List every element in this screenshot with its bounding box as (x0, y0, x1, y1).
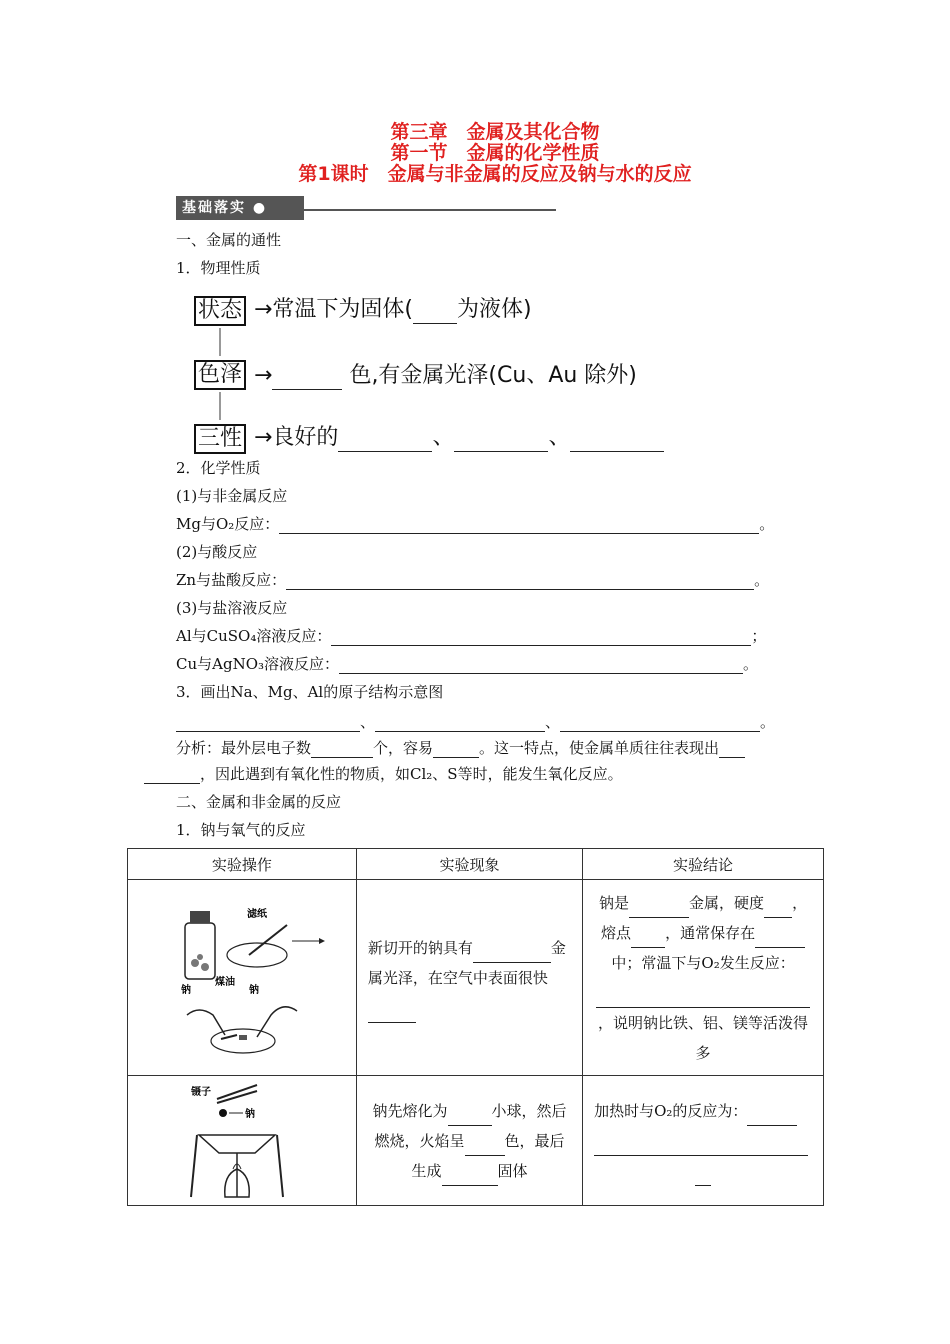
chapter-title: 第三章 金属及其化合物 (390, 121, 600, 143)
three-properties-box: 三性 (194, 424, 246, 454)
item-acid: (2)与酸反应 (176, 543, 258, 561)
phenomenon-cell: 新切开的钠具有 金属光泽，在空气中表面很快 (356, 880, 582, 1076)
state-text: →常温下为固体( 为液体) (254, 297, 532, 322)
label-tweezers: 镊子 (190, 1086, 211, 1098)
answer-blank[interactable] (473, 948, 551, 963)
answer-blank[interactable] (755, 933, 805, 948)
subheading-chemical: 2．化学性质 (176, 459, 261, 477)
answer-blank[interactable] (448, 1111, 492, 1126)
section-banner (176, 196, 558, 222)
answer-blank[interactable] (631, 933, 665, 948)
answer-blank[interactable] (433, 743, 479, 758)
answer-blank[interactable] (279, 519, 759, 534)
analysis-line-2: ，因此遇到有氧化性的物质，如Cl₂、S等时，能发生氧化反应。 (144, 764, 623, 784)
answer-blank[interactable] (331, 631, 751, 646)
answer-blank[interactable] (442, 1171, 498, 1186)
subheading-atomic-structure: 3．画出Na、Mg、Al的原子结构示意图 (176, 683, 444, 701)
analysis-line-1: 分析：最外层电子数 个，容易 。这一特点，使金属单质往往表现出 (176, 738, 745, 758)
answer-blank[interactable] (375, 717, 545, 732)
answer-blank[interactable] (560, 717, 760, 732)
subheading-na-o2: 1．钠与氧气的反应 (176, 821, 306, 839)
banner-label: 基础落实 ● (176, 196, 304, 220)
title-block (0, 122, 950, 185)
connector-line (219, 392, 221, 420)
conclusion-cell: 钠是 金属，硬度 ，熔点 ，通常保存在中；常温下与O₂发生反应： ，说明钠比铁、铝、镁等活泼得多 (583, 880, 824, 1076)
subheading-physical: 1．物理性质 (176, 259, 261, 277)
connector-line (219, 328, 221, 356)
state-box: 状态 (194, 296, 246, 326)
heading-general-properties: 一、金属的通性 (176, 231, 282, 249)
mg-o2-line: Mg与O₂反应： 。 (176, 515, 775, 533)
physical-properties-diagram (192, 290, 672, 460)
answer-blank[interactable] (695, 1171, 711, 1186)
na-burning-illustration (187, 1081, 297, 1201)
atomic-structure-blanks: 、 、 。 (176, 712, 775, 732)
label-kerosene: 煤油 (214, 976, 235, 988)
answer-blank[interactable] (747, 1111, 797, 1126)
answer-blank[interactable] (176, 717, 360, 732)
answer-blank[interactable] (629, 903, 689, 918)
table-row (128, 880, 824, 1076)
heading-metal-nonmetal: 二、金属和非金属的反应 (176, 793, 342, 811)
answer-blank[interactable] (719, 743, 745, 758)
item-salt: (3)与盐溶液反应 (176, 599, 288, 617)
answer-blank[interactable] (144, 769, 200, 784)
header-operation: 实验操作 (128, 849, 357, 880)
label-sodium: 钠 (180, 984, 191, 996)
operation-image-cell (128, 880, 357, 1076)
three-properties-text: →良好的 、 、 (254, 424, 664, 452)
answer-blank[interactable] (594, 1141, 808, 1156)
answer-blank[interactable] (465, 1141, 505, 1156)
table-header-row (128, 849, 824, 880)
cu-agno3-line: Cu与AgNO₃溶液反应： 。 (176, 655, 759, 673)
operation-image-cell (128, 1076, 357, 1206)
header-conclusion: 实验结论 (583, 849, 824, 880)
answer-blank[interactable] (286, 575, 754, 590)
conclusion-cell: 加热时与O₂的反应为： (583, 1076, 824, 1206)
luster-box: 色泽 (194, 360, 246, 390)
answer-blank[interactable] (339, 659, 743, 674)
phenomenon-cell: 钠先熔化为 小球，然后燃烧，火焰呈 色，最后生成 固体 (356, 1076, 582, 1206)
item-nonmetal: (1)与非金属反应 (176, 487, 288, 505)
luster-text: → 色,有金属光泽(Cu、Au 除外) (254, 363, 637, 388)
table-row (128, 1076, 824, 1206)
header-phenomenon: 实验现象 (356, 849, 582, 880)
zn-hcl-line: Zn与盐酸反应： 。 (176, 571, 770, 589)
answer-blank[interactable] (311, 743, 373, 758)
label-filter-paper: 滤纸 (246, 908, 267, 920)
section-title: 第一节 金属的化学性质 (390, 142, 600, 164)
answer-blank[interactable] (596, 993, 810, 1008)
label-sodium: 钠 (244, 1108, 255, 1120)
experiment-table (127, 848, 824, 1206)
answer-blank[interactable] (368, 1008, 416, 1023)
al-cuso4-line: Al与CuSO₄溶液反应： ； (176, 627, 767, 645)
label-sodium: 钠 (248, 984, 259, 996)
lesson-title: 第1课时 金属与非金属的反应及钠与水的反应 (298, 163, 692, 185)
na-cutting-illustration (157, 893, 327, 1063)
answer-blank[interactable] (764, 903, 792, 918)
banner-rule (304, 209, 556, 211)
